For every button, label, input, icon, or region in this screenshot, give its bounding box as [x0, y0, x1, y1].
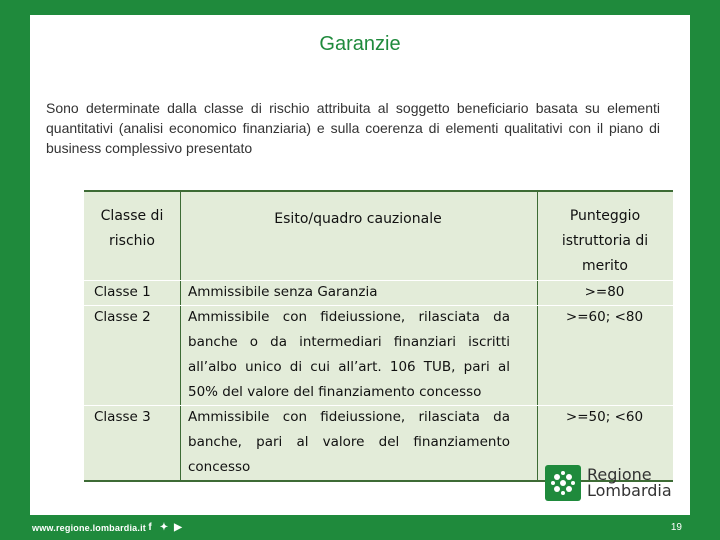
table-cell-class: Classe 2 — [94, 309, 151, 325]
logo-line-2: Lombardia — [587, 481, 672, 500]
youtube-icon[interactable]: ▶ — [174, 521, 182, 533]
twitter-icon[interactable]: ✦ — [159, 521, 169, 533]
regione-lombardia-logo — [545, 465, 672, 501]
table-cell-score: >=80 — [584, 284, 625, 300]
facebook-icon[interactable]: f — [148, 521, 152, 533]
logo-text — [587, 467, 672, 499]
rosa-camuna-icon — [545, 465, 581, 501]
slide — [30, 15, 690, 515]
table-cell-outcome: Ammissibile con fideiussione, rilasciata da banche o da intermediari finanziari iscritti all’albo unico di cui all’art. 106 TUB, pari al 50% del valore del finanziamento concesso — [188, 309, 510, 400]
table-cell-class: Classe 1 — [94, 284, 151, 300]
table-cell-outcome: Ammissibile con fideiussione, rilasciata da banche, pari al valore del finanziamento concesso — [188, 409, 510, 475]
table-cell-class: Classe 3 — [94, 409, 151, 425]
footer — [0, 515, 720, 540]
footer-url[interactable]: www.regione.lombardia.it — [32, 522, 146, 533]
intro-text: Sono determinate dalla classe di rischio attribuita al soggetto beneficiario basata su elementi quantitativi (analisi economico finanziaria) e sulla coerenza di elementi qualitativi con il piano di business complessivo presentato — [46, 100, 660, 156]
table-cell-score: >=60; <80 — [565, 309, 644, 325]
logo-line-1: Regione — [587, 465, 652, 484]
table-cell-outcome: Ammissibile senza Garanzia — [188, 284, 378, 300]
page-number: 19 — [670, 522, 682, 533]
header-risk-class: Classe di rischio — [100, 208, 164, 249]
header-score: Punteggio istruttoria di merito — [561, 208, 649, 274]
page-title: Garanzie — [319, 33, 401, 55]
guarantee-table — [84, 190, 673, 482]
footer-social-icons — [145, 523, 183, 533]
header-outcome: Esito/quadro cauzionale — [274, 211, 442, 227]
table-cell-score: >=50; <60 — [565, 409, 644, 425]
